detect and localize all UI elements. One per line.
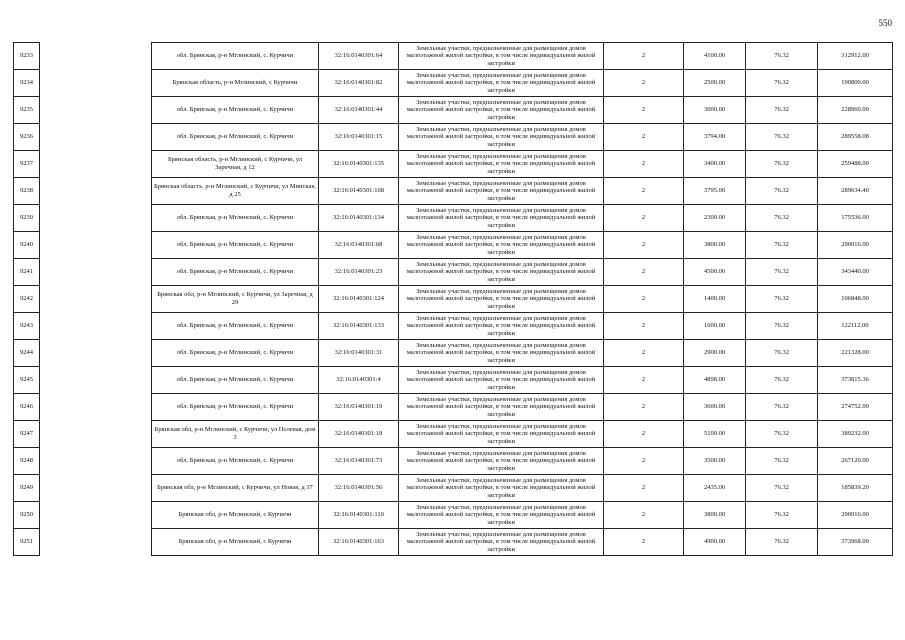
table-row <box>14 475 893 502</box>
rate-cell: 76.32 <box>746 151 818 178</box>
land-category-cell: Земельные участки, предназначенные для размещения домов малоэтажной жилой застройки, в том числе индивидуальной жилой застройки <box>399 178 604 205</box>
row-number: 9251 <box>14 529 40 556</box>
cadastral-value-cell: 373815.36 <box>818 367 893 394</box>
cadastral-number-cell: 32:16:0140301:18 <box>319 421 399 448</box>
group-cell: 2 <box>604 475 684 502</box>
empty-cell <box>40 421 152 448</box>
cadastral-number-cell: 32:16:0140301:56 <box>319 475 399 502</box>
land-category-cell: Земельные участки, предназначенные для размещения домов малоэтажной жилой застройки, в том числе индивидуальной жилой застройки <box>399 286 604 313</box>
cadastral-number-cell: 32:16:0140301:108 <box>319 178 399 205</box>
area-cell: 2435.00 <box>684 475 746 502</box>
table-row <box>14 205 893 232</box>
group-cell: 2 <box>604 367 684 394</box>
land-category-cell: Земельные участки, предназначенные для размещения домов малоэтажной жилой застройки, в том числе индивидуальной жилой застройки <box>399 70 604 97</box>
table-row <box>14 340 893 367</box>
empty-cell <box>40 151 152 178</box>
cadastral-number-cell: 32:16:0140301:134 <box>319 205 399 232</box>
land-category-cell: Земельные участки, предназначенные для размещения домов малоэтажной жилой застройки, в том числе индивидуальной жилой застройки <box>399 448 604 475</box>
cadastral-value-cell: 221328.00 <box>818 340 893 367</box>
address-cell: Брянская обл, р-н Мглинский, с Курчичи, ул Новая, д 37 <box>152 475 319 502</box>
row-number: 9248 <box>14 448 40 475</box>
land-category-cell: Земельные участки, предназначенные для размещения домов малоэтажной жилой застройки, в том числе индивидуальной жилой застройки <box>399 205 604 232</box>
area-cell: 3800.00 <box>684 502 746 529</box>
empty-cell <box>40 259 152 286</box>
address-cell: Брянская область, р-н Мглинский, с Курчичи, ул Заречная, д 12 <box>152 151 319 178</box>
group-cell: 2 <box>604 124 684 151</box>
area-cell: 3500.00 <box>684 448 746 475</box>
empty-cell <box>40 178 152 205</box>
row-number: 9246 <box>14 394 40 421</box>
rate-cell: 76.32 <box>746 394 818 421</box>
row-number: 9234 <box>14 70 40 97</box>
cadastral-number-cell: 32:16:0140301:73 <box>319 448 399 475</box>
area-cell: 3600.00 <box>684 394 746 421</box>
cadastral-value-cell: 343440.00 <box>818 259 893 286</box>
land-category-cell: Земельные участки, предназначенные для размещения домов малоэтажной жилой застройки, в том числе индивидуальной жилой застройки <box>399 313 604 340</box>
cadastral-value-cell: 389232.00 <box>818 421 893 448</box>
land-category-cell: Земельные участки, предназначенные для размещения домов малоэтажной жилой застройки, в том числе индивидуальной жилой застройки <box>399 43 604 70</box>
address-cell: Брянская область, р-н Мглинский, с Курчичи, ул Минская, д 25 <box>152 178 319 205</box>
table-row <box>14 259 893 286</box>
group-cell: 2 <box>604 43 684 70</box>
table-row <box>14 313 893 340</box>
table-row <box>14 178 893 205</box>
table-row <box>14 97 893 124</box>
cadastral-value-cell: 185839.20 <box>818 475 893 502</box>
cadastral-number-cell: 32:16:0140301:133 <box>319 313 399 340</box>
rate-cell: 76.32 <box>746 340 818 367</box>
cadastral-value-cell: 312912.00 <box>818 43 893 70</box>
rate-cell: 76.32 <box>746 529 818 556</box>
land-category-cell: Земельные участки, предназначенные для размещения домов малоэтажной жилой застройки, в том числе индивидуальной жилой застройки <box>399 529 604 556</box>
area-cell: 3400.00 <box>684 151 746 178</box>
empty-cell <box>40 286 152 313</box>
cadastral-number-cell: 32:16:0140301:135 <box>319 151 399 178</box>
table-row <box>14 529 893 556</box>
cadastral-number-cell: 32:16:0140301:124 <box>319 286 399 313</box>
rate-cell: 76.32 <box>746 97 818 124</box>
empty-cell <box>40 43 152 70</box>
address-cell: обл. Брянская, р-н Мглинский, с. Курчичи <box>152 313 319 340</box>
cadastral-value-cell: 274752.00 <box>818 394 893 421</box>
area-cell: 2300.00 <box>684 205 746 232</box>
rate-cell: 76.32 <box>746 124 818 151</box>
address-cell: обл. Брянская, р-н Мглинский, с. Курчичи <box>152 259 319 286</box>
rate-cell: 76.32 <box>746 475 818 502</box>
table-row <box>14 421 893 448</box>
table-body <box>14 43 893 556</box>
land-category-cell: Земельные участки, предназначенные для размещения домов малоэтажной жилой застройки, в том числе индивидуальной жилой застройки <box>399 151 604 178</box>
empty-cell <box>40 232 152 259</box>
cadastral-value-cell: 373968.00 <box>818 529 893 556</box>
address-cell: обл. Брянская, р-н Мглинский, с. Курчичи <box>152 394 319 421</box>
table-row <box>14 502 893 529</box>
rate-cell: 76.32 <box>746 367 818 394</box>
empty-cell <box>40 475 152 502</box>
address-cell: Брянская область, р-н Мглинский, с Курчичи <box>152 70 319 97</box>
address-cell: Брянская обл, р-н Мглинский, с Курчичи <box>152 529 319 556</box>
cadastral-number-cell: 32:16:0140301:110 <box>319 502 399 529</box>
row-number: 9247 <box>14 421 40 448</box>
empty-cell <box>40 502 152 529</box>
empty-cell <box>40 529 152 556</box>
cadastral-number-cell: 32:16:0140301:31 <box>319 340 399 367</box>
group-cell: 2 <box>604 70 684 97</box>
cadastral-number-cell: 32:16:0140301:64 <box>319 43 399 70</box>
land-category-cell: Земельные участки, предназначенные для размещения домов малоэтажной жилой застройки, в том числе индивидуальной жилой застройки <box>399 340 604 367</box>
cadastral-number-cell: 32:16:0140301:68 <box>319 232 399 259</box>
table-row <box>14 43 893 70</box>
address-cell: обл. Брянская, р-н Мглинский, с. Курчичи <box>152 97 319 124</box>
area-cell: 1600.00 <box>684 313 746 340</box>
area-cell: 3000.00 <box>684 97 746 124</box>
cadastral-number-cell: 32:16:0140301:82 <box>319 70 399 97</box>
address-cell: обл. Брянская, р-н Мглинский, с. Курчичи <box>152 340 319 367</box>
land-category-cell: Земельные участки, предназначенные для размещения домов малоэтажной жилой застройки, в том числе индивидуальной жилой застройки <box>399 259 604 286</box>
area-cell: 3794.00 <box>684 124 746 151</box>
address-cell: обл. Брянская, р-н Мглинский, с. Курчичи <box>152 448 319 475</box>
area-cell: 5100.00 <box>684 421 746 448</box>
cadastral-value-cell: 259488.00 <box>818 151 893 178</box>
row-number: 9233 <box>14 43 40 70</box>
area-cell: 2500.00 <box>684 70 746 97</box>
table-row <box>14 394 893 421</box>
group-cell: 2 <box>604 97 684 124</box>
cadastral-value-table <box>13 42 893 556</box>
address-cell: Брянская обл, р-н Мглинский, с Курчичи, ул Полевая, дом 3 <box>152 421 319 448</box>
group-cell: 2 <box>604 259 684 286</box>
empty-cell <box>40 97 152 124</box>
rate-cell: 76.32 <box>746 70 818 97</box>
empty-cell <box>40 394 152 421</box>
group-cell: 2 <box>604 178 684 205</box>
cadastral-value-cell: 228960.00 <box>818 97 893 124</box>
cadastral-value-cell: 122112.00 <box>818 313 893 340</box>
group-cell: 2 <box>604 340 684 367</box>
cadastral-value-cell: 175536.00 <box>818 205 893 232</box>
table-row <box>14 151 893 178</box>
area-cell: 3800.00 <box>684 232 746 259</box>
cadastral-value-cell: 190800.00 <box>818 70 893 97</box>
cadastral-value-cell: 290016.00 <box>818 232 893 259</box>
address-cell: обл. Брянская, р-н Мглинский, с. Курчичи <box>152 43 319 70</box>
row-number: 9250 <box>14 502 40 529</box>
land-category-cell: Земельные участки, предназначенные для размещения домов малоэтажной жилой застройки, в том числе индивидуальной жилой застройки <box>399 367 604 394</box>
rate-cell: 76.32 <box>746 205 818 232</box>
table-row <box>14 448 893 475</box>
row-number: 9240 <box>14 232 40 259</box>
land-category-cell: Земельные участки, предназначенные для размещения домов малоэтажной жилой застройки, в том числе индивидуальной жилой застройки <box>399 475 604 502</box>
cadastral-value-cell: 289558.08 <box>818 124 893 151</box>
area-cell: 1400.00 <box>684 286 746 313</box>
table-row <box>14 286 893 313</box>
cadastral-value-cell: 106848.00 <box>818 286 893 313</box>
land-category-cell: Земельные участки, предназначенные для размещения домов малоэтажной жилой застройки, в том числе индивидуальной жилой застройки <box>399 502 604 529</box>
empty-cell <box>40 367 152 394</box>
group-cell: 2 <box>604 286 684 313</box>
cadastral-number-cell: 32:16:0140301:44 <box>319 97 399 124</box>
group-cell: 2 <box>604 394 684 421</box>
rate-cell: 76.32 <box>746 259 818 286</box>
empty-cell <box>40 313 152 340</box>
table-row <box>14 367 893 394</box>
rate-cell: 76.32 <box>746 448 818 475</box>
row-number: 9243 <box>14 313 40 340</box>
row-number: 9245 <box>14 367 40 394</box>
address-cell: Брянская обл, р-н Мглинский, с Курчичи, ул Заречная, д 29 <box>152 286 319 313</box>
empty-cell <box>40 70 152 97</box>
rate-cell: 76.32 <box>746 232 818 259</box>
table-row <box>14 124 893 151</box>
land-category-cell: Земельные участки, предназначенные для размещения домов малоэтажной жилой застройки, в том числе индивидуальной жилой застройки <box>399 97 604 124</box>
cadastral-number-cell: 32:16:0140301:15 <box>319 124 399 151</box>
area-cell: 3795.00 <box>684 178 746 205</box>
group-cell: 2 <box>604 232 684 259</box>
land-category-cell: Земельные участки, предназначенные для размещения домов малоэтажной жилой застройки, в том числе индивидуальной жилой застройки <box>399 124 604 151</box>
cadastral-number-cell: 32:16:0140301:23 <box>319 259 399 286</box>
group-cell: 2 <box>604 151 684 178</box>
cadastral-value-cell: 289634.40 <box>818 178 893 205</box>
rate-cell: 76.32 <box>746 43 818 70</box>
cadastral-value-cell: 290016.00 <box>818 502 893 529</box>
cadastral-number-cell: 32:16:0140301:19 <box>319 394 399 421</box>
row-number: 9239 <box>14 205 40 232</box>
row-number: 9242 <box>14 286 40 313</box>
row-number: 9236 <box>14 124 40 151</box>
cadastral-number-cell: 32:16:0140301:4 <box>319 367 399 394</box>
land-category-cell: Земельные участки, предназначенные для размещения домов малоэтажной жилой застройки, в том числе индивидуальной жилой застройки <box>399 421 604 448</box>
group-cell: 2 <box>604 529 684 556</box>
row-number: 9241 <box>14 259 40 286</box>
empty-cell <box>40 124 152 151</box>
group-cell: 2 <box>604 313 684 340</box>
area-cell: 4500.00 <box>684 259 746 286</box>
address-cell: обл. Брянская, р-н Мглинский, с. Курчичи <box>152 367 319 394</box>
row-number: 9238 <box>14 178 40 205</box>
area-cell: 4898.00 <box>684 367 746 394</box>
empty-cell <box>40 205 152 232</box>
cadastral-number-cell: 32:16:0140301:163 <box>319 529 399 556</box>
address-cell: обл. Брянская, р-н Мглинский, с. Курчичи <box>152 124 319 151</box>
empty-cell <box>40 448 152 475</box>
rate-cell: 76.32 <box>746 313 818 340</box>
rate-cell: 76.32 <box>746 421 818 448</box>
row-number: 9249 <box>14 475 40 502</box>
address-cell: Брянская обл, р-н Мглинский, с Курчичи <box>152 502 319 529</box>
address-cell: обл. Брянская, р-н Мглинский, с. Курчичи <box>152 232 319 259</box>
group-cell: 2 <box>604 502 684 529</box>
table-row <box>14 70 893 97</box>
empty-cell <box>40 340 152 367</box>
land-category-cell: Земельные участки, предназначенные для размещения домов малоэтажной жилой застройки, в том числе индивидуальной жилой застройки <box>399 394 604 421</box>
cadastral-value-cell: 267120.00 <box>818 448 893 475</box>
rate-cell: 76.32 <box>746 178 818 205</box>
row-number: 9244 <box>14 340 40 367</box>
row-number: 9237 <box>14 151 40 178</box>
area-cell: 4900.00 <box>684 529 746 556</box>
area-cell: 2900.00 <box>684 340 746 367</box>
group-cell: 2 <box>604 421 684 448</box>
rate-cell: 76.32 <box>746 502 818 529</box>
table-row <box>14 232 893 259</box>
page-number: 550 <box>878 18 892 28</box>
address-cell: обл. Брянская, р-н Мглинский, с. Курчичи <box>152 205 319 232</box>
row-number: 9235 <box>14 97 40 124</box>
rate-cell: 76.32 <box>746 286 818 313</box>
area-cell: 4100.00 <box>684 43 746 70</box>
group-cell: 2 <box>604 448 684 475</box>
group-cell: 2 <box>604 205 684 232</box>
land-category-cell: Земельные участки, предназначенные для размещения домов малоэтажной жилой застройки, в том числе индивидуальной жилой застройки <box>399 232 604 259</box>
